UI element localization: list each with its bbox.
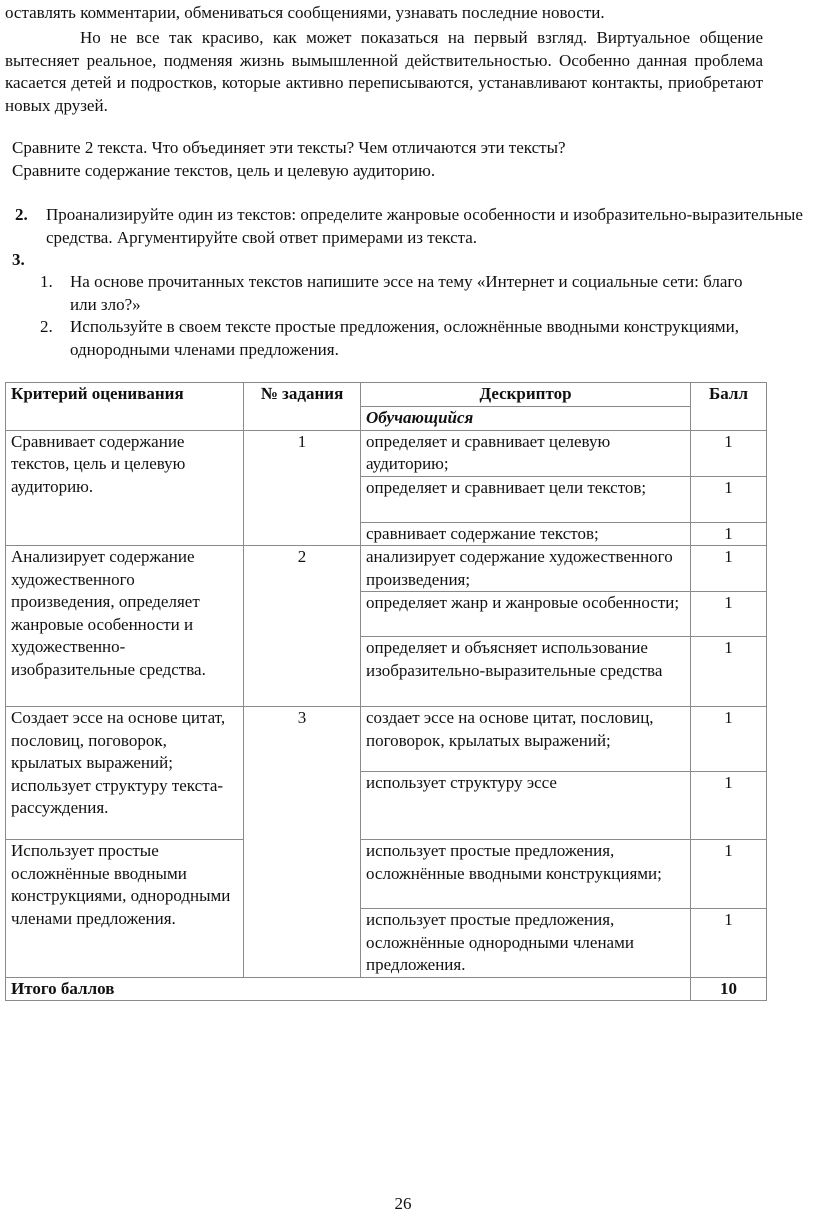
score-cell: 1 — [691, 772, 767, 840]
task2-text: Проанализируйте один из текстов: определите жанровые особенности и изобразительно-выразительные средства. Аргументируйте свой ответ примерами из текста. — [46, 205, 803, 247]
item-text: На основе прочитанных текстов напишите эссе на тему «Интернет и социальные сети: благо или зло?» — [70, 272, 743, 314]
score-cell: 1 — [691, 707, 767, 772]
score-cell: 1 — [691, 546, 767, 592]
score-cell: 1 — [691, 909, 767, 978]
descriptor-cell: использует простые предложения, осложнённые однородными членами предложения. — [361, 909, 691, 978]
descriptor-cell: определяет и объясняет использование изобразительно-выразительные средства — [361, 637, 691, 707]
task3-item — [40, 316, 760, 361]
task-number-cell: 3 — [244, 707, 361, 978]
criterion-cell: Создает эссе на основе цитат, пословиц, поговорок, крылатых выражений; использует структуру текста-рассуждения. — [6, 707, 244, 840]
descriptor-cell: сравнивает содержание текстов; — [361, 522, 691, 546]
score-cell: 1 — [691, 637, 767, 707]
score-cell: 1 — [691, 476, 767, 522]
descriptor-cell: использует структуру эссе — [361, 772, 691, 840]
descriptor-cell: определяет и сравнивает цели текстов; — [361, 476, 691, 522]
page-number: 26 — [394, 1194, 412, 1213]
score-cell: 1 — [691, 840, 767, 909]
descriptor-cell: определяет и сравнивает целевую аудиторию; — [361, 430, 691, 476]
header-task: № задания — [244, 383, 361, 431]
item-text: Используйте в своем тексте простые предложения, осложнённые вводными конструкциями, однородными членами предложения. — [70, 317, 739, 359]
criterion-cell: Использует простые осложнённые вводными конструкциями, однородными членами предложения. — [6, 840, 244, 978]
task1-line2: Сравните содержание текстов, цель и целевую аудиторию. — [12, 160, 436, 180]
task-number-cell: 2 — [244, 546, 361, 707]
task2-number: 2. — [15, 205, 28, 224]
header-criterion: Критерий оценивания — [6, 383, 244, 431]
subheader-student: Обучающийся — [361, 407, 691, 431]
header-score: Балл — [691, 383, 767, 431]
task1-line1: Сравните 2 текста. Что объединяет эти тексты? Чем отличаются эти тексты? — [12, 138, 566, 157]
score-cell: 1 — [691, 522, 767, 546]
header-descriptor: Дескриптор — [361, 383, 691, 407]
descriptor-cell: анализирует содержание художественного произведения; — [361, 546, 691, 592]
descriptor-cell: определяет жанр и жанровые особенности; — [361, 592, 691, 637]
intro-line: оставлять комментарии, обмениваться сообщениями, узнавать последние новости. — [5, 3, 605, 22]
criterion-cell: Сравнивает содержание текстов, цель и целевую аудиторию. — [6, 430, 244, 546]
total-value: 10 — [691, 977, 767, 1001]
descriptor-cell: создает эссе на основе цитат, пословиц, поговорок, крылатых выражений; — [361, 707, 691, 772]
item-number: 1. — [40, 272, 53, 291]
score-cell: 1 — [691, 430, 767, 476]
task-number-cell: 1 — [244, 430, 361, 546]
descriptor-cell: использует простые предложения, осложнённые вводными конструкциями; — [361, 840, 691, 909]
item-number: 2. — [40, 317, 53, 336]
task1 — [12, 137, 772, 182]
intro-paragraph: Но не все так красиво, как может показаться на первый взгляд. Виртуальное общение вытесняет реальное, подменяя жизнь вымышленной действительностью. Особенно данная проблема касается детей и подростков, которые активно переписываются, устанавливают контакты, приобретают новых друзей. — [5, 28, 763, 115]
criterion-cell: Анализирует содержание художественного произведения, определяет жанровые особенности и художественно-изобразительные средства. — [6, 546, 244, 707]
task2 — [15, 204, 805, 249]
task3-item — [40, 271, 760, 316]
assessment-table — [5, 382, 767, 1001]
task3-number: 3. — [12, 250, 25, 269]
score-cell: 1 — [691, 592, 767, 637]
total-label: Итого баллов — [6, 977, 691, 1001]
